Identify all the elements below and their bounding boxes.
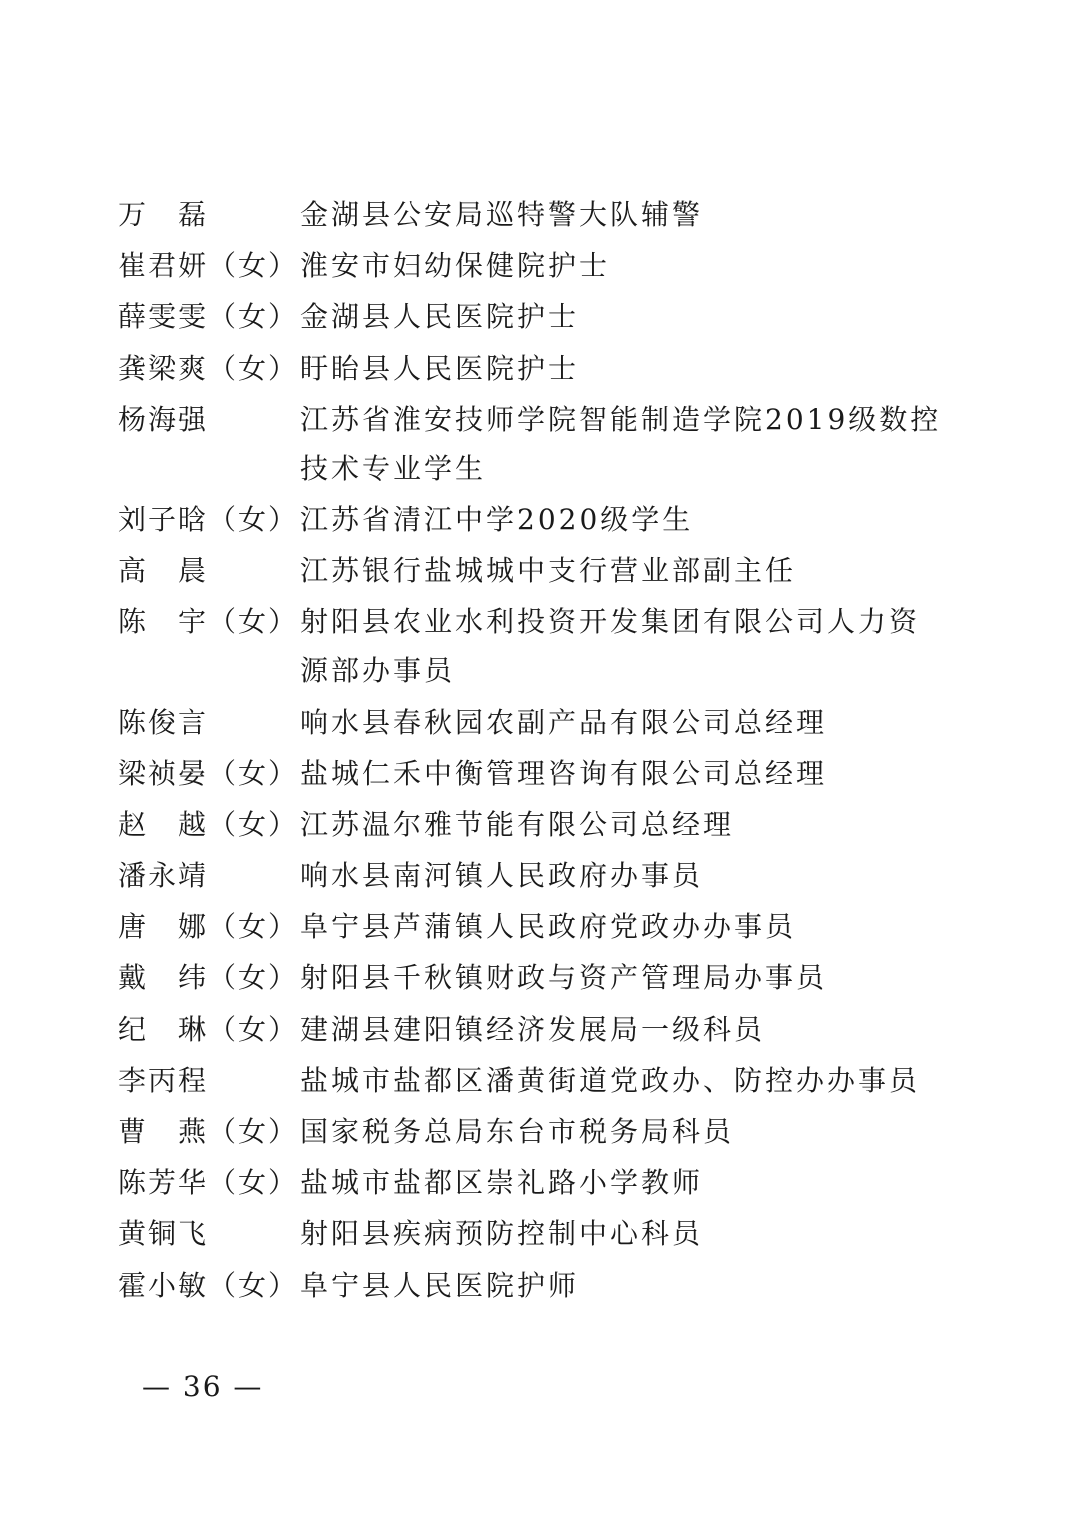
person-name: 高 晨 (118, 554, 209, 588)
person-name: 霍小敏（女） (118, 1268, 299, 1302)
person-name: 陈芳华（女） (118, 1166, 299, 1200)
person-name: 唐 娜（女） (118, 910, 299, 944)
person-name: 陈 宇（女） (118, 605, 299, 639)
person-name: 赵 越（女） (118, 807, 299, 841)
list-item (118, 1209, 948, 1258)
person-name: 薛雯雯（女） (118, 300, 299, 334)
list-item (118, 597, 948, 695)
list-item (118, 395, 948, 493)
person-affiliation: 盱眙县人民医院护士 (300, 351, 580, 385)
person-name: 刘子晗（女） (118, 502, 299, 536)
person-name: 崔君妍（女） (118, 249, 299, 283)
list-item (118, 851, 948, 900)
person-affiliation: 江苏温尔雅节能有限公司总经理 (300, 807, 735, 841)
person-affiliation: 盐城市盐都区崇礼路小学教师 (300, 1166, 704, 1200)
list-item (118, 800, 948, 849)
person-name: 万 磊 (118, 198, 209, 231)
person-name: 陈俊言 (118, 705, 209, 739)
person-name: 戴 纬（女） (118, 961, 299, 995)
list-item (118, 190, 948, 239)
person-name: 纪 琳（女） (118, 1012, 299, 1046)
list-item (118, 292, 948, 341)
list-item (118, 1261, 948, 1310)
page-number: — 36 — (142, 1370, 264, 1403)
list-item (118, 1056, 948, 1105)
list-item (118, 1005, 948, 1054)
person-name: 龚梁爽（女） (118, 351, 299, 385)
person-affiliation: 阜宁县人民医院护师 (300, 1268, 580, 1302)
person-affiliation: 盐城仁禾中衡管理咨询有限公司总经理 (300, 756, 828, 790)
honoree-list (118, 190, 948, 1312)
list-item (118, 1107, 948, 1156)
person-name: 李丙程 (118, 1063, 209, 1097)
person-name: 黄铜飞 (118, 1217, 209, 1251)
person-affiliation: 盐城市盐都区潘黄街道党政办、防控办办事员 (300, 1063, 921, 1097)
list-item (118, 902, 948, 951)
person-affiliation: 江苏省淮安技师学院智能制造学院2019级数控技术专业学生 (300, 402, 942, 485)
person-affiliation: 响水县南河镇人民政府办事员 (300, 859, 704, 893)
list-item (118, 241, 948, 290)
list-item (118, 1158, 948, 1207)
person-affiliation: 江苏银行盐城城中支行营业部副主任 (300, 554, 797, 588)
person-affiliation: 金湖县公安局巡特警大队辅警 (300, 198, 704, 231)
list-item (118, 344, 948, 393)
list-item (118, 698, 948, 747)
person-name: 潘永靖 (118, 859, 209, 893)
person-name: 曹 燕（女） (118, 1115, 299, 1148)
person-affiliation: 阜宁县芦蒲镇人民政府党政办办事员 (300, 910, 797, 944)
person-affiliation: 金湖县人民医院护士 (300, 300, 580, 334)
person-affiliation: 淮安市妇幼保健院护士 (300, 249, 611, 283)
person-affiliation: 射阳县疾病预防控制中心科员 (300, 1217, 704, 1251)
list-item (118, 495, 948, 544)
person-name: 梁祯晏（女） (118, 756, 299, 790)
list-item (118, 546, 948, 595)
person-affiliation: 响水县春秋园农副产品有限公司总经理 (300, 705, 828, 739)
list-item (118, 749, 948, 798)
list-item (118, 953, 948, 1002)
person-name: 杨海强 (118, 402, 209, 436)
person-affiliation: 江苏省清江中学2020级学生 (300, 502, 694, 536)
person-affiliation: 国家税务总局东台市税务局科员 (300, 1115, 735, 1148)
person-affiliation: 建湖县建阳镇经济发展局一级科员 (300, 1012, 766, 1046)
person-affiliation: 射阳县千秋镇财政与资产管理局办事员 (300, 961, 828, 995)
person-affiliation: 射阳县农业水利投资开发集团有限公司人力资源部办事员 (300, 605, 921, 688)
